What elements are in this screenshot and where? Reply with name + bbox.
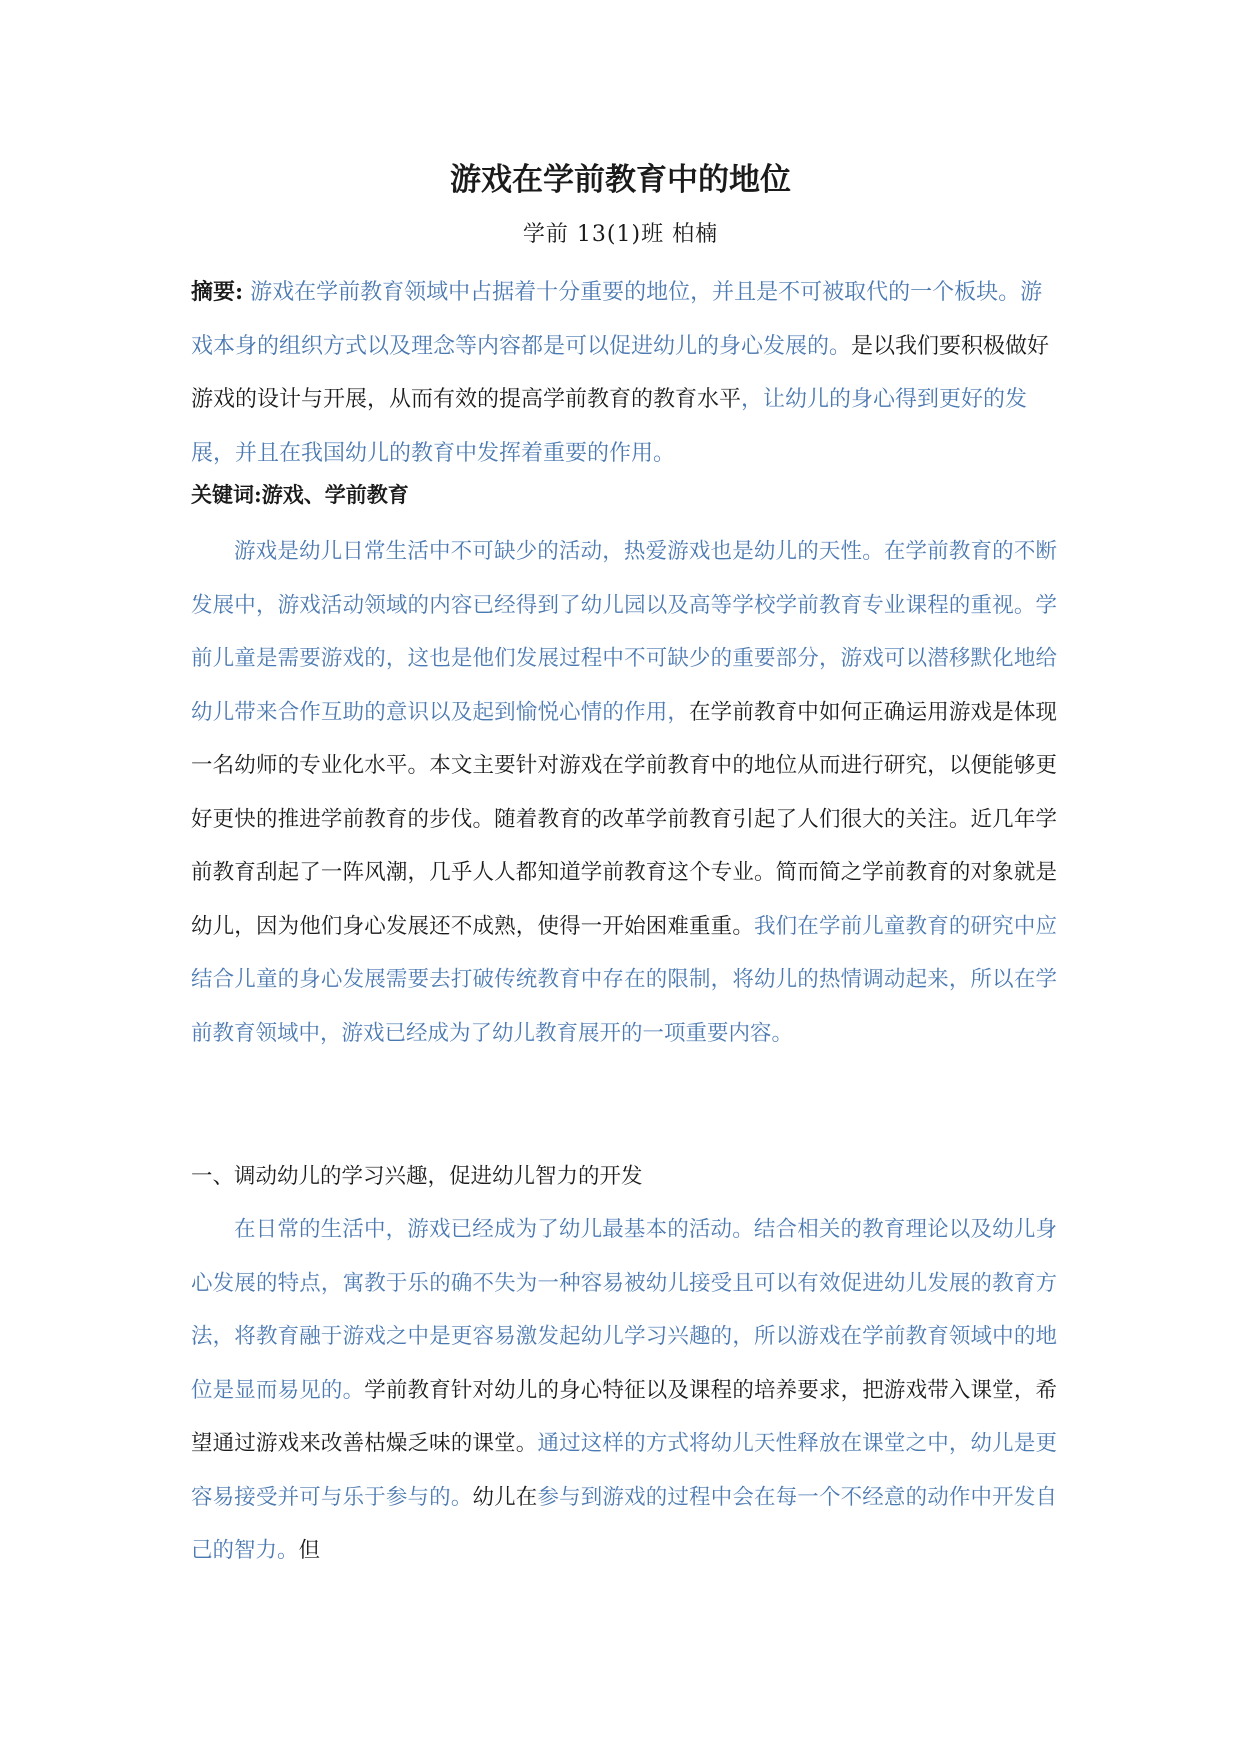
- paragraph1-highlight-2: 我们在学前儿童教育的研究中应结合儿童的身心发展需要去打破传统教育中存在的限制，将幼儿的热情调动起来，所以在学前教育领域中，游戏已经成为了幼儿教育展开的一项重要内容。: [191, 913, 1057, 1046]
- paragraph2-plain-3: 但: [298, 1538, 321, 1563]
- author-line: 学前 13(1)班 柏楠: [522, 222, 719, 247]
- abstract-text-highlight-1: 游戏在学前教育领域中占据着十分重要的地位，并且是不可被取代的一个板块。游戏本身的组织方式以及理念等内容都是可以促进幼儿的身心发展的。: [191, 280, 1043, 359]
- keywords-label: 关键词:: [191, 482, 262, 507]
- abstract-text-highlight-2: ，让幼儿的身心得到更好的发展，并且在我国幼儿的教育中发挥着重要的作用。: [191, 387, 1028, 466]
- abstract-text-plain: 是以我们要积极做好游戏的设计与开展，从而有效的提高学前教育的教育水平: [191, 333, 1050, 412]
- body-paragraph-1: [191, 525, 1057, 1060]
- paragraph2-highlight-1: 在日常的生活中，游戏已经成为了幼儿最基本的活动。结合相关的教育理论以及幼儿身心发展的特点，寓教于乐的确不失为一种容易被幼儿接受且可以有效促进幼儿发展的教育方法，将教育融于游戏之中是更容易激发起幼儿学习兴趣的，所以游戏在学前教育领域中的地位是显而易见的。: [191, 1217, 1057, 1403]
- section-heading-1: 一、调动幼儿的学习兴趣，促进幼儿智力的开发: [191, 1164, 643, 1189]
- paragraph2-plain-2: 幼儿在: [472, 1484, 538, 1510]
- keywords-line: [191, 478, 409, 512]
- abstract-paragraph: [191, 266, 1061, 480]
- paragraph2-highlight-3: 参与到游戏的过程中会在每一个不经意的动作中开发自己的智力。: [191, 1484, 1057, 1563]
- body-paragraph-2: [191, 1203, 1057, 1578]
- abstract-label: 摘要:: [191, 279, 244, 305]
- paragraph1-highlight-1: 游戏是幼儿日常生活中不可缺少的活动，热爱游戏也是幼儿的天性。在学前教育的不断发展中，游戏活动领域的内容已经得到了幼儿园以及高等学校学前教育专业课程的重视。学前儿童是需要游戏的，这也是他们发展过程中不可缺少的重要部分，游戏可以潜移默化地给幼儿带来合作互助的意识以及起到愉悦心情的作用，: [191, 539, 1057, 725]
- keywords-text: 游戏、学前教育: [261, 482, 409, 507]
- paragraph2-plain-1: 学前教育针对幼儿的身心特征以及课程的培养要求，把游戏带入课堂，希望通过游戏来改善枯燥乏味的课堂。: [191, 1377, 1057, 1456]
- paragraph2-highlight-2: 通过这样的方式将幼儿天性释放在课堂之中，幼儿是更容易接受并可与乐于参与的。: [191, 1431, 1057, 1510]
- paragraph1-plain: 在学前教育中如何正确运用游戏是体现一名幼师的专业化水平。本文主要针对游戏在学前教育中的地位从而进行研究，以便能够更好更快的推进学前教育的步伐。随着教育的改革学前教育引起了人们很大的关注。近几年学前教育刮起了一阵风潮，几乎人人都知道学前教育这个专业。简而简之学前教育的对象就是幼儿，因为他们身心发展还不成熟，使得一开始困难重重。: [191, 699, 1057, 939]
- document-title: 游戏在学前教育中的地位: [450, 162, 791, 198]
